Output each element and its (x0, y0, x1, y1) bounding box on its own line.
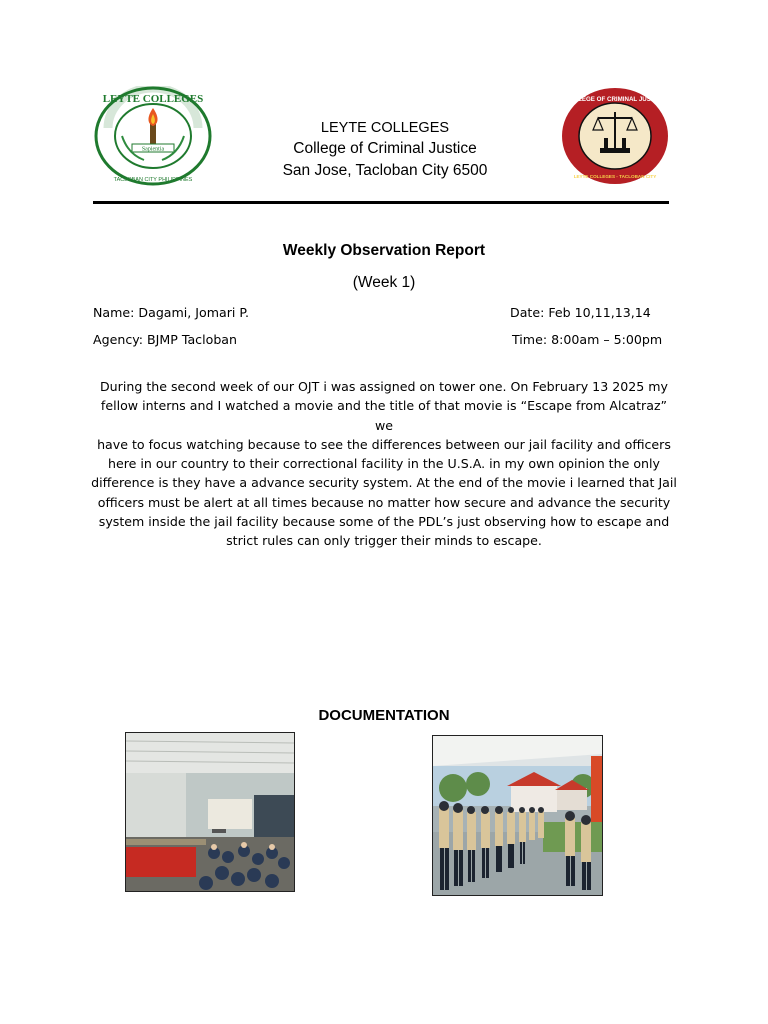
institution-header (200, 120, 570, 180)
right-logo-ring-top-text: COLLEGE OF CRIMINAL JUSTICE (565, 96, 665, 103)
report-title: Weekly Observation Report (282, 242, 486, 259)
report-dates: Date: Feb 10,11,13,14 (510, 305, 651, 320)
report-body (90, 377, 678, 551)
header-divider (93, 201, 669, 204)
left-logo-ring-bottom-text: TACLOBAN CITY PHILIPPINES (113, 177, 193, 183)
body-line: difference is they have a advance security system. At the end of the movie i learned that Jail (91, 475, 677, 491)
left-logo-motto: Sapientia (141, 146, 165, 153)
institution-name: LEYTE COLLEGES (320, 120, 450, 136)
body-line: During the second week of our OJT i was assigned on tower one. On February 13 2025 my (99, 379, 668, 394)
college-name: College of Criminal Justice (293, 140, 477, 157)
body-line: strict rules can only trigger their minds to escape. (226, 533, 542, 549)
body-line: have to focus watching because to see the differences between our jail facility and officers (97, 436, 671, 452)
working-time: Time: 8:00am – 5:00pm (512, 332, 663, 347)
criminal-justice-logo (560, 86, 670, 186)
report-week: (Week 1) (352, 274, 416, 291)
documentation-photo-formation (432, 735, 603, 896)
documentation-heading: DOCUMENTATION (318, 707, 450, 724)
body-line: system inside the jail facility because some of the PDL’s just observing how to escape and (98, 514, 670, 530)
leyte-colleges-logo (94, 86, 212, 186)
agency: Agency: BJMP Tacloban (93, 332, 238, 347)
left-logo-ring-top-text: LEYTE COLLEGES (102, 93, 204, 105)
documentation-photo-movie-viewing (125, 732, 295, 892)
body-line: fellow interns and I watched a movie and the title of that movie is “Escape from Alcatraz” we (100, 398, 668, 433)
body-line: here in our country to their correctional facility in the U.S.A. in my own opinion the only (107, 456, 660, 472)
right-logo-ring-bottom-text: LEYTE COLLEGES - TACLOBAN CITY (573, 174, 657, 179)
college-address: San Jose, Tacloban City 6500 (282, 162, 488, 179)
body-line: officers must be alert at all times because no matter how secure and advance the security (97, 494, 671, 510)
intern-name: Name: Dagami, Jomari P. (93, 305, 250, 320)
